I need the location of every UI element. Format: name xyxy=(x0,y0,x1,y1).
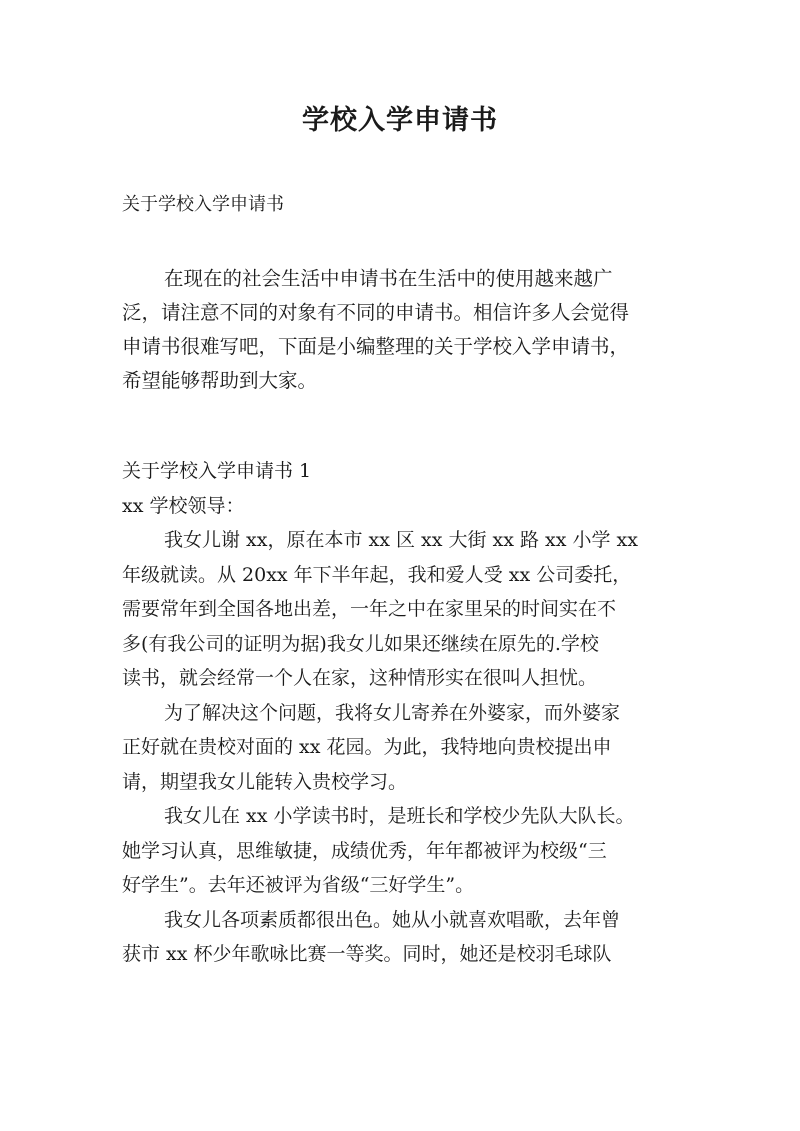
intro-line: 泛，请注意不同的对象有不同的申请书。相信许多人会觉得 xyxy=(122,301,630,324)
document-subtitle: 关于学校入学申请书 xyxy=(122,194,284,215)
paragraph-1-line: 多(有我公司的证明为据)我女儿如果还继续在原先的.学校 xyxy=(122,632,599,655)
paragraph-3-line: 她学习认真，思维敏捷，成绩优秀，年年都被评为校级“三 xyxy=(122,839,607,862)
intro-line: 在现在的社会生活中申请书在生活中的使用越来越广 xyxy=(164,267,613,290)
paragraph-2-line: 为了解决这个问题，我将女儿寄养在外婆家，而外婆家 xyxy=(164,701,621,724)
paragraph-4-line: 获市 xx 杯少年歌咏比赛一等奖。同时，她还是校羽毛球队 xyxy=(122,943,612,965)
intro-line: 申请书很难写吧，下面是小编整理的关于学校入学申请书， xyxy=(122,335,630,358)
paragraph-3-line: 我女儿在 xx 小学读书时，是班长和学校少先队大队长。 xyxy=(164,805,635,827)
letter-body xyxy=(122,454,682,972)
paragraph-1-line: 年级就读。从 20xx 年下半年起，我和爱人受 xx 公司委托， xyxy=(122,563,632,586)
paragraph-1-line: 需要常年到全国各地出差，一年之中在家里呆的时间实在不 xyxy=(122,598,617,620)
salutation: xx 学校领导： xyxy=(122,494,245,517)
intro-paragraph xyxy=(122,262,682,398)
intro-line: 希望能够帮助到大家。 xyxy=(122,369,318,392)
paragraph-3-line: 好学生”。去年还被评为省级“三好学生”。 xyxy=(122,874,475,896)
paragraph-1-line: 我女儿谢 xx，原在本市 xx 区 xx 大街 xx 路 xx 小学 xx xyxy=(164,529,638,551)
document-title: 学校入学申请书 xyxy=(302,105,498,136)
paragraph-2-line: 请，期望我女儿能转入贵校学习。 xyxy=(122,770,408,793)
paragraph-2-line: 正好就在贵校对面的 xx 花园。为此，我特地向贵校提出申 xyxy=(122,736,612,758)
section-heading: 关于学校入学申请书 1 xyxy=(122,460,312,482)
paragraph-4-line: 我女儿各项素质都很出色。她从小就喜欢唱歌，去年曾 xyxy=(164,908,621,931)
paragraph-1-line: 读书，就会经常一个人在家，这种情形实在很叫人担忧。 xyxy=(122,667,598,689)
